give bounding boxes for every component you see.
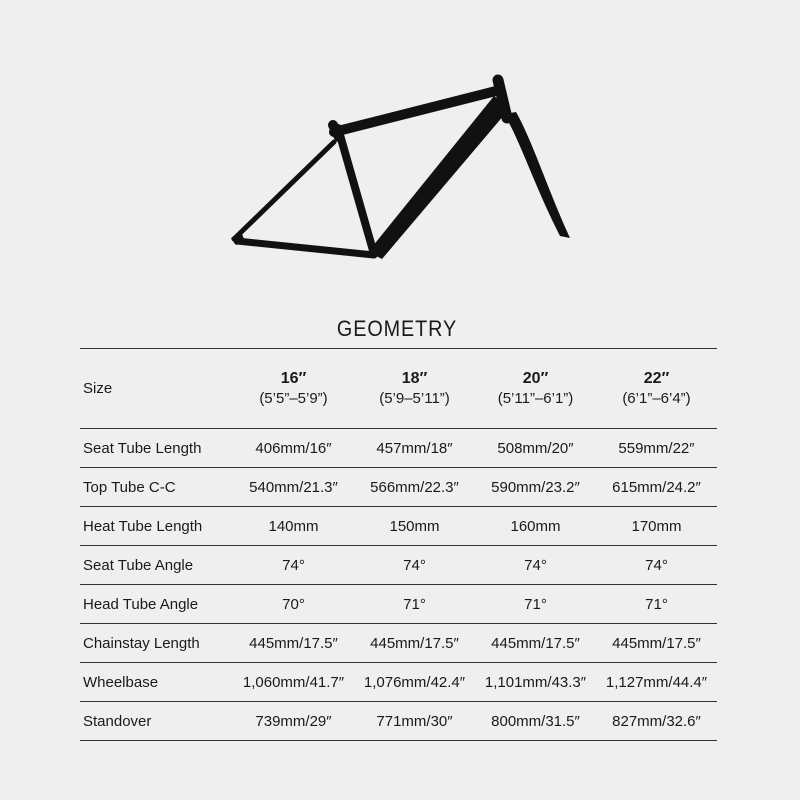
table-row-wheelbase (80, 663, 717, 702)
size-range: (5’9–5’11”) (379, 389, 450, 407)
table-row-seat-tube-length (80, 429, 717, 468)
chainstay (237, 241, 374, 255)
table-cell: 74° (233, 546, 354, 585)
bike-frame-illustration (0, 0, 800, 300)
table-cell: 540mm/21.3″ (233, 468, 354, 507)
size-cell-22 (596, 349, 717, 429)
table-row-top-tube (80, 468, 717, 507)
table-cell: 615mm/24.2″ (596, 468, 717, 507)
table-cell: 590mm/23.2″ (475, 468, 596, 507)
geometry-table (80, 348, 717, 741)
table-cell: 1,101mm/43.3″ (475, 663, 596, 702)
size-range: (5’5”–5’9”) (259, 389, 328, 407)
row-label: Seat Tube Angle (80, 546, 233, 585)
table-cell: 170mm (596, 507, 717, 546)
table-row-head-tube-angle (80, 585, 717, 624)
row-label: Wheelbase (80, 663, 233, 702)
table-cell: 74° (475, 546, 596, 585)
size-range: (5’11”–6’1”) (497, 389, 574, 407)
table-cell: 559mm/22″ (596, 429, 717, 468)
table-cell: 150mm (354, 507, 475, 546)
table-row-chainstay-length (80, 624, 717, 663)
table-cell: 445mm/17.5″ (596, 624, 717, 663)
size-value: 20″ (522, 369, 549, 387)
table-cell: 445mm/17.5″ (475, 624, 596, 663)
table-row-standover (80, 702, 717, 741)
size-range: (6’1”–6’4”) (622, 389, 691, 407)
table-cell: 800mm/31.5″ (475, 702, 596, 741)
row-label: Standover (80, 702, 233, 741)
table-cell: 1,076mm/42.4″ (354, 663, 475, 702)
table-cell: 71° (475, 585, 596, 624)
size-cell-18 (354, 349, 475, 429)
row-label: Heat Tube Length (80, 507, 233, 546)
table-cell: 827mm/32.6″ (596, 702, 717, 741)
table-row-size (80, 349, 717, 429)
table-cell: 74° (596, 546, 717, 585)
table-cell: 1,127mm/44.4″ (596, 663, 717, 702)
table-cell: 160mm (475, 507, 596, 546)
row-label: Top Tube C-C (80, 468, 233, 507)
table-cell: 70° (233, 585, 354, 624)
table-cell: 445mm/17.5″ (354, 624, 475, 663)
table-cell: 71° (354, 585, 475, 624)
fork (504, 112, 570, 238)
table-row-head-tube-length (80, 507, 717, 546)
size-cell-20 (475, 349, 596, 429)
row-label: Seat Tube Length (80, 429, 233, 468)
table-cell: 566mm/22.3″ (354, 468, 475, 507)
size-value: 22″ (643, 369, 670, 387)
table-cell: 457mm/18″ (354, 429, 475, 468)
table-cell: 1,060mm/41.7″ (233, 663, 354, 702)
table-row-seat-tube-angle (80, 546, 717, 585)
table-cell: 508mm/20″ (475, 429, 596, 468)
table-cell: 445mm/17.5″ (233, 624, 354, 663)
size-cell-16 (233, 349, 354, 429)
table-cell: 71° (596, 585, 717, 624)
table-cell: 406mm/16″ (233, 429, 354, 468)
table-cell: 74° (354, 546, 475, 585)
size-value: 18″ (401, 369, 428, 387)
seat-post (333, 125, 339, 137)
seat-stay (234, 142, 334, 239)
page-title: GEOMETRY (336, 316, 458, 341)
row-label: Head Tube Angle (80, 585, 233, 624)
table-cell: 140mm (233, 507, 354, 546)
row-label: Chainstay Length (80, 624, 233, 663)
table-cell: 771mm/30″ (354, 702, 475, 741)
size-value: 16″ (280, 369, 307, 387)
row-label: Size (80, 349, 233, 429)
table-cell: 739mm/29″ (233, 702, 354, 741)
seat-tube (338, 128, 374, 254)
